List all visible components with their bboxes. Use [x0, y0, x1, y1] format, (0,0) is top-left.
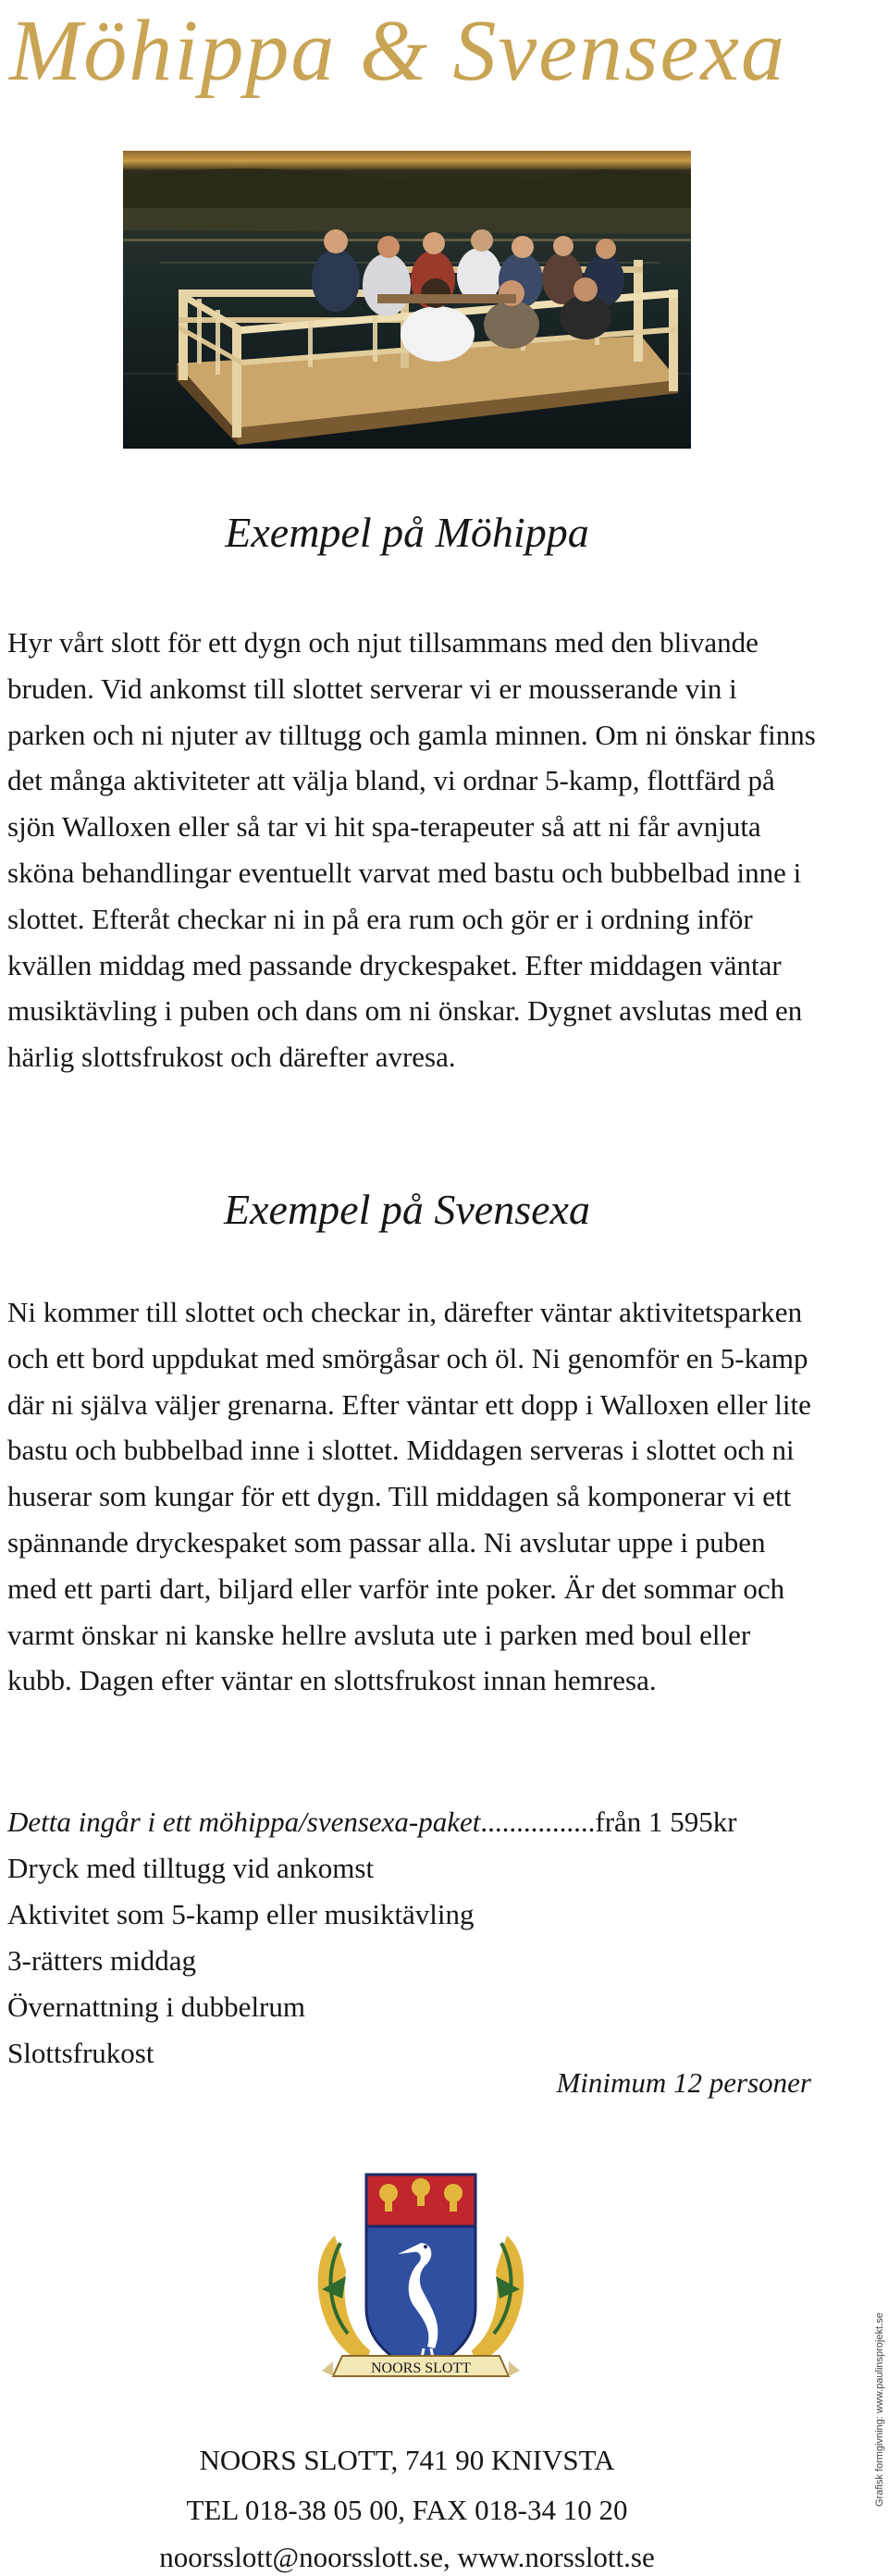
package-intro: Detta ingår i ett möhippa/svensexa-paket	[7, 1806, 481, 1838]
package-list	[7, 1799, 840, 2077]
package-price: från 1 595kr	[595, 1806, 737, 1838]
minimum-guests: Minimum 12 personer	[556, 2066, 811, 2099]
page-title: Möhippa & Svensexa	[9, 3, 787, 99]
noors-slott-crest-logo	[305, 2151, 536, 2400]
svensexa-heading: Exempel på Svensexa	[224, 1186, 590, 1233]
package-item: Dryck med tilltugg vid ankomst	[7, 1852, 375, 1884]
contact-address: NOORS SLOTT, 741 90 KNIVSTA	[199, 2444, 615, 2476]
package-dots: ................	[480, 1806, 596, 1838]
raft-party-photo	[123, 151, 691, 449]
contact-web: noorsslott@noorsslott.se, www.norsslott.se	[159, 2541, 655, 2573]
contact-phone: TEL 018-38 05 00, FAX 018-34 10 20	[186, 2494, 628, 2526]
package-item: 3-rätters middag	[7, 1944, 197, 1977]
package-item: Slottsfrukost	[7, 2037, 154, 2069]
mohippa-heading: Exempel på Möhippa	[225, 509, 589, 556]
crest-banner-text: NOORS SLOTT	[370, 2360, 472, 2376]
raft-photo-illustration	[123, 151, 691, 449]
design-credit: Grafisk formgivning: www.paulinsprojekt.se	[874, 2312, 885, 2507]
package-item: Aktivitet som 5-kamp eller musiktävling	[7, 1898, 475, 1930]
mohippa-description: Hyr vårt slott för ett dygn och njut tillsammans med den blivande bruden. Vid ankomst till slottet serverar vi er mousserande vin i parken och ni njuter av tilltugg och gamla minnen. Om ni önskar finns det många aktiviteter att välja bland, vi ordnar 5-kamp, flottfärd på sjön Walloxen eller så tar vi hit spa-terapeuter så att ni får avnjuta sköna behandlingar eventuellt varvat med bastu och bubbelbad inne i slottet. Efteråt checkar ni in på era rum och gör er i ordning inför kvällen middag med passande dryckespaket. Efter middagen väntar musiktävling i puben och dans om ni önskar. Dygnet avslutas med en härlig slottsfrukost och därefter avresa.	[7, 626, 816, 1074]
svensexa-description: Ni kommer till slottet och checkar in, därefter väntar aktivitetsparken och ett bord uppdukat med smörgåsar och öl. Ni genomför en 5-kamp där ni själva väljer grenarna. Efter väntar ett dopp i Walloxen eller lite bastu och bubbelbad inne i slottet. Middagen serveras i slottet och ni huserar som kungar för ett dygn. Till middagen så komponerar vi ett spännande dryckespaket som passar alla. Ni avslutar uppe i puben med ett parti dart, biljard eller varför inte poker. Är det sommar och varmt önskar ni kanske hellre avsluta ute i parken med boul eller kubb. Dagen efter väntar en slottsfrukost innan hemresa.	[7, 1296, 811, 1697]
package-price-row	[7, 1799, 840, 1845]
crest-illustration	[305, 2151, 536, 2400]
package-item: Övernattning i dubbelrum	[7, 1991, 305, 2023]
